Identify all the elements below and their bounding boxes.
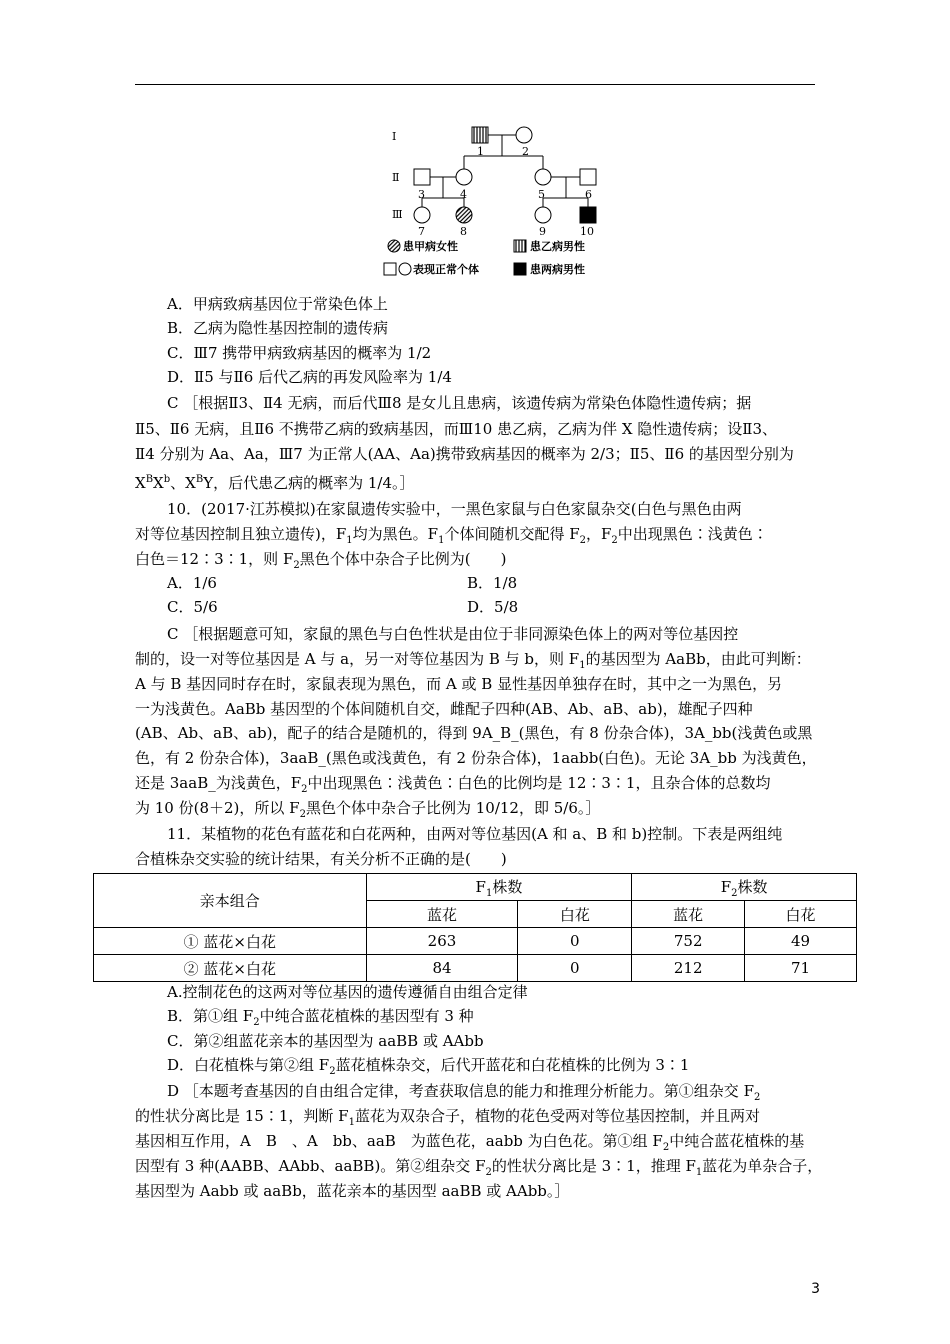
row1-f1-white: 0 — [518, 928, 632, 955]
individual-3-male — [414, 169, 430, 185]
id-8: 8 — [460, 225, 467, 238]
individual-4-female — [456, 169, 472, 185]
row2-label: ② 蓝花×白花 — [94, 955, 367, 982]
row2-f2-blue: 212 — [632, 955, 745, 982]
q9-option-a: A．甲病致病基因位于常染色体上 — [167, 295, 388, 313]
gen-label-3: Ⅲ — [392, 208, 403, 221]
table-header-row — [94, 874, 857, 901]
individual-7-female — [414, 207, 430, 223]
individual-2-female — [516, 127, 532, 143]
q9-answer-line4: $X^BX^b$、$X^BY$，后代患乙病的概率为 1/4。］ — [135, 474, 415, 492]
header-f1: $F_1$株数 — [366, 874, 632, 901]
q10-answer-line4: 一为浅黄色。AaBb 基因型的个体间随机自交，雌配子四种(AB、Ab、aB、ab)，雄配子四种 — [135, 700, 753, 718]
header-f2: $F_2$株数 — [632, 874, 857, 901]
gen-label-2: Ⅱ — [392, 171, 400, 184]
legend-normal: 表现正常个体 — [413, 263, 479, 276]
legend-male-both-icon — [514, 263, 526, 275]
individual-1-male-b — [472, 127, 488, 143]
legend-normal-square-icon — [384, 263, 396, 275]
row2-f1-white: 0 — [518, 955, 632, 982]
q10-answer-line1: C ［根据题意可知，家鼠的黑色与白色性状是由位于非同源染色体上的两对等位基因控 — [167, 625, 739, 643]
q11-answer-line3: 基因相互作用，A B 、A bb、aaB 为蓝色花，aabb 为白色花。第①组 $F_2$中纯合蓝花植株的基 — [135, 1132, 805, 1153]
id-9: 9 — [539, 225, 546, 238]
id-6: 6 — [585, 188, 592, 201]
id-3: 3 — [418, 188, 425, 201]
q11-answer-line5: 基因型为 Aabb 或 aaBb，蓝花亲本的基因型 aaBB 或 AAbb。］ — [135, 1182, 570, 1200]
q11-stem-line1: 11．某植物的花色有蓝花和白花两种，由两对等位基因(A 和 a、B 和 b)控制。下表是两组纯 — [167, 825, 783, 843]
q10-option-c: C．5/6 — [167, 598, 218, 616]
q10-answer-line3: A 与 B 基因同时存在时，家鼠表现为黑色，而 A 或 B 显性基因单独存在时，其中之一为黑色，另 — [135, 675, 783, 693]
header-rule — [135, 84, 815, 85]
q11-option-b: B．第①组 $F_2$中纯合蓝花植株的基因型有 3 种 — [167, 1007, 474, 1028]
sub-f2-blue: 蓝花 — [632, 901, 745, 928]
q11-stem-line2: 合植株杂交实验的统计结果，有关分析不正确的是( ) — [135, 850, 507, 868]
q10-answer-line8: 为 10 份(8＋2)，所以 $F_2$黑色个体中杂合子比例为 10/12，即 5/6。］ — [135, 799, 601, 820]
row1-f1-blue: 263 — [366, 928, 518, 955]
row2-f2-white: 71 — [745, 955, 857, 982]
id-7: 7 — [418, 225, 425, 238]
individual-9-female — [535, 207, 551, 223]
q11-option-d: D．白花植株与第②组 $F_2$蓝花植株杂交，后代开蓝花和白花植株的比例为 3∶1 — [167, 1056, 690, 1077]
legend-male-b: 患乙病男性 — [530, 240, 585, 253]
row1-label: ① 蓝花×白花 — [94, 928, 367, 955]
id-5: 5 — [538, 188, 545, 201]
q11-option-c: C．第②组蓝花亲本的基因型为 aaBB 或 AAbb — [167, 1032, 484, 1050]
sub-f1-white: 白花 — [518, 901, 632, 928]
q10-answer-line2: 制的，设一对等位基因是 A 与 a，另一对等位基因为 B 与 b，则 $F_1$的基因型为 AaBb，由此可判断： — [135, 650, 811, 671]
individual-6-male — [580, 169, 596, 185]
legend-male-b-icon — [514, 240, 526, 252]
q10-option-b: B．1/8 — [467, 574, 518, 592]
legend-normal-circle-icon — [399, 263, 411, 275]
table-row — [94, 928, 857, 955]
q9-answer-line2: Ⅱ5、Ⅱ6 无病，且Ⅱ6 不携带乙病的致病基因，而Ⅲ10 患乙病，乙病为伴 X 隐性遗传病；设Ⅱ3、 — [135, 420, 778, 438]
q10-answer-line5: (AB、Ab、aB、ab)，配子的结合是随机的，得到 9A_B_(黑色，有 8 份杂合体)，3A_bb(浅黄色或黑 — [135, 724, 813, 742]
individual-8-female-a — [456, 207, 472, 223]
id-10: 10 — [580, 225, 594, 238]
header-parent: 亲本组合 — [94, 874, 367, 928]
pedigree-diagram — [380, 118, 610, 288]
q11-answer-line2: 的性状分离比是 15∶1，判断 $F_1$蓝花为双杂合子，植物的花色受两对等位基因控制，并且两对 — [135, 1107, 760, 1128]
row1-f2-blue: 752 — [632, 928, 745, 955]
q9-option-c: C．Ⅲ7 携带甲病致病基因的概率为 1/2 — [167, 344, 432, 362]
q9-answer-line3: Ⅱ4 分别为 Aa、Aa，Ⅲ7 为正常人(AA、Aa)携带致病基因的概率为 2/3；Ⅱ5、Ⅱ6 的基因型分别为 — [135, 445, 794, 463]
legend-male-both: 患两病男性 — [530, 263, 585, 276]
id-1: 1 — [477, 145, 484, 158]
individual-10-male-both — [580, 207, 596, 223]
q10-answer-line7: 还是 3aaB_为浅黄色，$F_2$中出现黑色∶浅黄色∶白色的比例均是 12∶3∶1，且杂合体的总数均 — [135, 774, 771, 795]
q10-stem-line1: 10．(2017·江苏模拟)在家鼠遗传实验中，一黑色家鼠与白色家鼠杂交(白色与黑色由两 — [167, 500, 742, 518]
gen-label-1: Ⅰ — [392, 130, 397, 143]
table-row — [94, 955, 857, 982]
id-2: 2 — [522, 145, 529, 158]
q10-stem-line3: 白色＝12∶3∶1，则 $F_2$黑色个体中杂合子比例为( ) — [135, 550, 507, 571]
q10-option-a: A．1/6 — [167, 574, 217, 592]
q9-option-b: B．乙病为隐性基因控制的遗传病 — [167, 319, 389, 337]
q10-option-d: D．5/8 — [467, 598, 519, 616]
sub-f1-blue: 蓝花 — [366, 901, 518, 928]
legend-female-a-icon — [388, 240, 400, 252]
row1-f2-white: 49 — [745, 928, 857, 955]
q11-option-a: A.控制花色的这两对等位基因的遗传遵循自由组合定律 — [167, 983, 528, 1001]
results-table — [93, 873, 857, 982]
page-number: 3 — [811, 1281, 820, 1297]
q10-stem-line2: 对等位基因控制且独立遗传)，$F_1$均为黑色。$F_1$个体间随机交配得 $F_2$，$F_2$中出现黑色∶浅黄色∶ — [135, 525, 768, 546]
q9-answer-line1: C ［根据Ⅱ3、Ⅱ4 无病，而后代Ⅲ8 是女儿且患病，该遗传病为常染色体隐性遗传病；据 — [167, 394, 752, 412]
id-4: 4 — [460, 188, 467, 201]
q11-answer-line1: D ［本题考查基因的自由组合定律，考查获取信息的能力和推理分析能力。第①组杂交 $F_2$ — [167, 1082, 761, 1103]
row2-f1-blue: 84 — [366, 955, 518, 982]
q11-answer-line4: 因型有 3 种(AABB、AAbb、aaBB)。第②组杂交 $F_2$的性状分离比是 3∶1，推理 $F_1$蓝花为单杂合子， — [135, 1157, 823, 1178]
sub-f2-white: 白花 — [745, 901, 857, 928]
q9-option-d: D．Ⅱ5 与Ⅱ6 后代乙病的再发风险率为 1/4 — [167, 368, 452, 386]
legend-female-a: 患甲病女性 — [403, 240, 458, 253]
individual-5-female — [535, 169, 551, 185]
q10-answer-line6: 色，有 2 份杂合体)，3aaB_(黑色或浅黄色，有 2 份杂合体)，1aabb(白色)。无论 3A_bb 为浅黄色， — [135, 749, 817, 767]
